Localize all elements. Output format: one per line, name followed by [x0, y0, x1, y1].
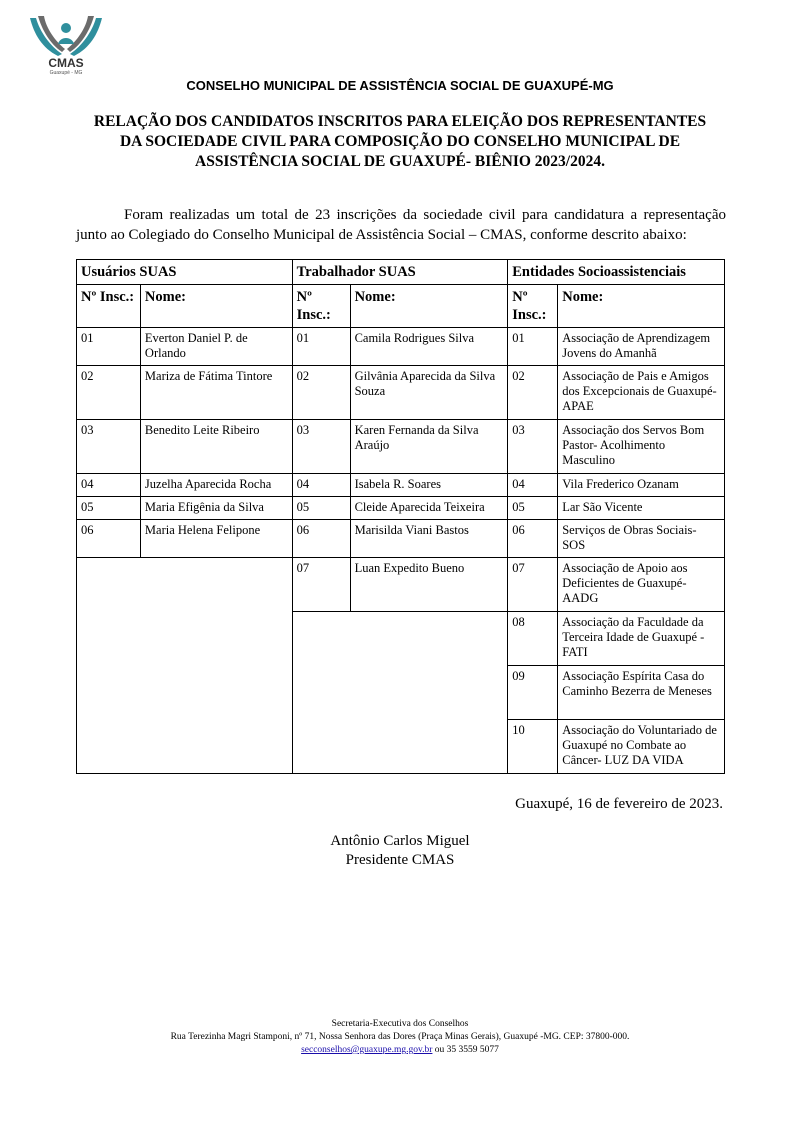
title-line: RELAÇÃO DOS CANDIDATOS INSCRITOS PARA ELEIÇÃO DOS REPRESENTANTES	[93, 113, 707, 130]
signature-block	[0, 832, 800, 870]
group-header-usuarios: Usuários SUAS	[77, 260, 293, 285]
document-date: Guaxupé, 16 de fevereiro de 2023.	[515, 796, 723, 812]
inscription-number: 04	[292, 474, 350, 497]
signatory-role: Presidente CMAS	[345, 852, 455, 868]
intro-paragraph	[76, 205, 726, 245]
logo-text: CMAS	[48, 56, 84, 70]
entity-name: Associação Espírita Casa do Caminho Bezerra de Meneses	[558, 666, 725, 720]
candidate-name: Gilvânia Aparecida da Silva Souza	[350, 366, 508, 420]
column-header-number: Nº Insc.:	[292, 285, 350, 328]
inscription-number: 07	[292, 558, 350, 612]
footer-address: Rua Terezinha Magri Stamponi, nº 71, Nossa Senhora das Dores (Praça Minas Gerais), Guaxupé -MG. CEP: 37800-000.	[170, 1032, 630, 1042]
entity-name: Lar São Vicente	[558, 497, 725, 520]
candidate-name: Karen Fernanda da Silva Araújo	[350, 420, 508, 474]
footer-contact	[0, 1044, 800, 1057]
inscription-number: 03	[508, 420, 558, 474]
candidate-name: Luan Expedito Bueno	[350, 558, 508, 612]
candidate-name: Camila Rodrigues Silva	[350, 328, 508, 366]
table-row	[77, 474, 725, 497]
column-header-name: Nome:	[350, 285, 508, 328]
candidate-name: Cleide Aparecida Teixeira	[350, 497, 508, 520]
inscription-number: 01	[292, 328, 350, 366]
inscription-number: 05	[77, 497, 141, 520]
inscription-number: 02	[508, 366, 558, 420]
email-link[interactable]: secconselhos@guaxupe.mg.gov.br	[301, 1045, 433, 1055]
empty-cell	[292, 612, 508, 774]
inscription-number: 01	[508, 328, 558, 366]
candidate-name: Maria Helena Felipone	[140, 520, 292, 558]
candidate-name: Benedito Leite Ribeiro	[140, 420, 292, 474]
inscription-number: 09	[508, 666, 558, 720]
group-header-row	[77, 260, 725, 285]
entity-name: Associação dos Servos Bom Pastor- Acolhimento Masculino	[558, 420, 725, 474]
council-name: CONSELHO MUNICIPAL DE ASSISTÊNCIA SOCIAL DE GUAXUPÉ-MG	[186, 78, 614, 93]
signatory-name: Antônio Carlos Miguel	[330, 833, 470, 849]
table-row	[77, 366, 725, 420]
inscription-number: 05	[292, 497, 350, 520]
entity-name: Associação do Voluntariado de Guaxupé no Combate ao Câncer- LUZ DA VIDA	[558, 720, 725, 774]
inscription-number: 06	[77, 520, 141, 558]
entity-name: Serviços de Obras Sociais- SOS	[558, 520, 725, 558]
entity-name: Associação de Apoio aos Deficientes de Guaxupé- AADG	[558, 558, 725, 612]
empty-cell	[77, 558, 293, 774]
table-row	[77, 328, 725, 366]
column-header-name: Nome:	[558, 285, 725, 328]
inscription-number: 06	[508, 520, 558, 558]
entity-name: Vila Frederico Ozanam	[558, 474, 725, 497]
column-header-number: Nº Insc.:	[508, 285, 558, 328]
candidate-name: Mariza de Fátima Tintore	[140, 366, 292, 420]
document-title	[70, 112, 730, 172]
page-footer	[0, 1018, 800, 1057]
table-row	[77, 497, 725, 520]
entity-name: Associação de Aprendizagem Jovens do Amanhã	[558, 328, 725, 366]
footer-line1: Secretaria-Executiva dos Conselhos	[331, 1019, 469, 1029]
inscription-number: 04	[77, 474, 141, 497]
inscription-number: 02	[292, 366, 350, 420]
inscription-number: 05	[508, 497, 558, 520]
inscription-number: 08	[508, 612, 558, 666]
column-header-row	[77, 285, 725, 328]
title-line: DA SOCIEDADE CIVIL PARA COMPOSIÇÃO DO CONSELHO MUNICIPAL DE	[119, 133, 681, 150]
candidate-name: Isabela R. Soares	[350, 474, 508, 497]
table-row	[77, 420, 725, 474]
intro-text: Foram realizadas um total de 23 inscrições da sociedade civil para candidatura a representação junto ao Colegiado do Conselho Municipal de Assistência Social – CMAS, conforme descrito abaixo:	[76, 207, 726, 243]
footer-phone: ou 35 3559 5077	[432, 1045, 499, 1055]
column-header-name: Nome:	[140, 285, 292, 328]
inscription-number: 10	[508, 720, 558, 774]
table-row	[77, 520, 725, 558]
candidate-name: Juzelha Aparecida Rocha	[140, 474, 292, 497]
inscription-number: 03	[77, 420, 141, 474]
inscription-number: 03	[292, 420, 350, 474]
candidate-name: Everton Daniel P. de Orlando	[140, 328, 292, 366]
candidate-name: Maria Efigênia da Silva	[140, 497, 292, 520]
inscription-number: 01	[77, 328, 141, 366]
title-line: ASSISTÊNCIA SOCIAL DE GUAXUPÉ- BIÊNIO 2023/2024.	[195, 153, 605, 170]
column-header-number: Nº Insc.:	[77, 285, 141, 328]
table-row	[77, 558, 725, 612]
hands-icon	[24, 14, 108, 62]
inscription-number: 04	[508, 474, 558, 497]
inscription-number: 02	[77, 366, 141, 420]
inscription-number: 07	[508, 558, 558, 612]
inscription-number: 06	[292, 520, 350, 558]
candidates-table	[76, 259, 725, 774]
entity-name: Associação de Pais e Amigos dos Excepcionais de Guaxupé- APAE	[558, 366, 725, 420]
group-header-trabalhadores: Trabalhador SUAS	[292, 260, 508, 285]
logo-subtext: Guaxupé - MG	[49, 70, 83, 76]
group-header-entidades: Entidades Socioassistenciais	[508, 260, 725, 285]
candidate-name: Marisilda Viani Bastos	[350, 520, 508, 558]
entity-name: Associação da Faculdade da Terceira Idade de Guaxupé - FATI	[558, 612, 725, 666]
